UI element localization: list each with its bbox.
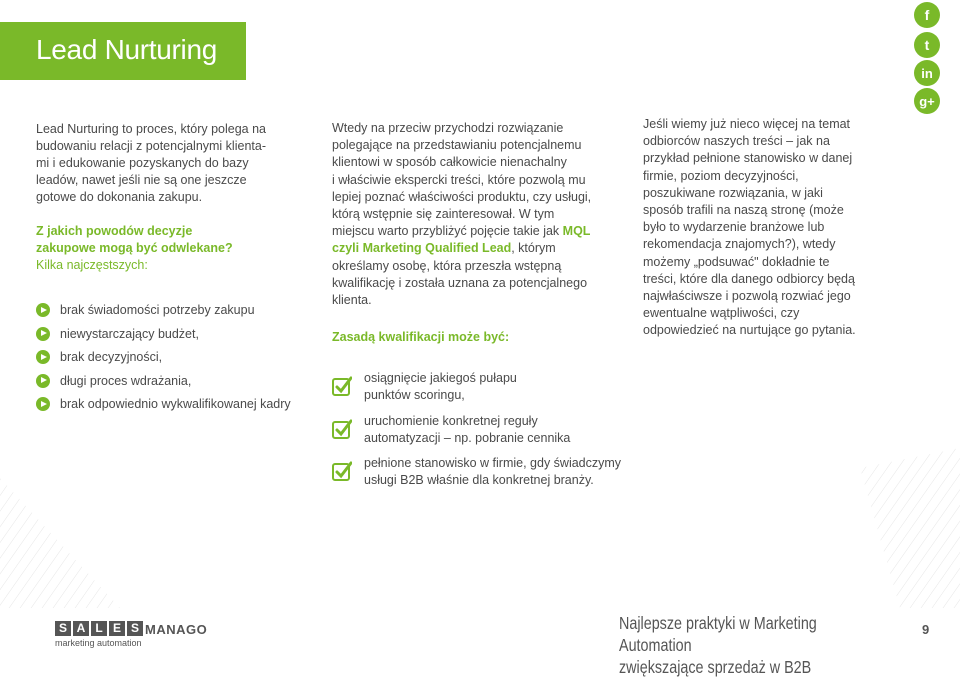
- mql-text: [332, 120, 602, 346]
- criteria-line: usługi B2B właśnie dla konkretnej branży.: [364, 473, 594, 488]
- qualification-heading: Zasadą kwalifikacji może być:: [332, 330, 510, 345]
- checkbox-check-icon: [332, 419, 352, 439]
- intro-line: budowaniu relacji z potencjalnymi klienta-: [36, 139, 266, 153]
- logo-letter: L: [91, 621, 107, 636]
- reasons-subheading: Kilka najczęstszych:: [36, 258, 148, 272]
- body-line: lepiej poznać właściwości produktu, czy usługi,: [332, 189, 592, 204]
- reasons-list: [36, 302, 291, 420]
- body-line: Jeśli wiemy już nieco więcej na temat: [643, 117, 851, 131]
- salesmanago-logo: [55, 621, 208, 648]
- logo-letters: [55, 621, 143, 636]
- logo-letter: A: [73, 621, 89, 636]
- body-line: najwłaściwsze i pozwolą rozwiać jego: [643, 289, 851, 304]
- twitter-icon[interactable]: t: [914, 32, 940, 58]
- play-bullet-icon: [36, 374, 50, 388]
- body-line: możemy „podsuwać" dokładnie te: [643, 254, 830, 269]
- logo-letter: S: [127, 621, 143, 636]
- criteria-line: pełnione stanowisko w firmie, gdy świadczymy: [364, 456, 622, 470]
- body-line: poszukiwane rozwiązania, w jaki: [643, 185, 823, 200]
- body-line: kwalifikację i została uznana za potencjalnego: [332, 275, 588, 290]
- logo-letter: S: [55, 621, 71, 636]
- criteria-line: punktów scoringu,: [364, 388, 465, 403]
- body-line: ewentualne wątpliwości, czy: [643, 306, 800, 321]
- mql-term: czyli: [332, 241, 360, 256]
- criteria-line: uruchomienie konkretnej reguły: [364, 414, 538, 428]
- logo-tagline: marketing automation: [55, 638, 142, 648]
- criteria-line: osiągnięcie jakiegoś pułapu: [364, 371, 517, 385]
- body-line: którą wstępnie się zainteresował. W tym: [332, 207, 555, 222]
- list-item-label: długi proces wdrażania,: [60, 373, 192, 388]
- list-item-label: brak odpowiednio wykwalifikowanej kadry: [60, 397, 291, 411]
- mql-term: MQL: [562, 224, 591, 239]
- list-item-label: brak świadomości potrzeby zakupu: [60, 303, 255, 317]
- body-text: miejscu warto przybliżyć pojęcie takie jak: [332, 224, 560, 239]
- page-title: Lead Nurturing: [36, 34, 218, 65]
- body-line: [332, 223, 602, 240]
- list-item: [36, 326, 291, 350]
- linkedin-icon[interactable]: in: [914, 60, 940, 86]
- facebook-icon[interactable]: f: [914, 2, 940, 28]
- footer-title-line: zwiększające sprzedaż w B2B: [619, 657, 812, 677]
- intro-text: [36, 121, 268, 274]
- logo-word: MANAGO: [145, 622, 208, 637]
- mql-term: Marketing Qualified Lead: [362, 241, 512, 256]
- logo-letter: E: [109, 621, 125, 636]
- play-bullet-icon: [36, 327, 50, 341]
- body-line: było to wydarzenie branżowe lub: [643, 220, 825, 235]
- play-bullet-icon: [36, 303, 50, 317]
- body-line: klienta.: [332, 293, 372, 308]
- play-bullet-icon: [36, 350, 50, 364]
- page-number: 9: [922, 622, 930, 637]
- list-item: [36, 349, 291, 373]
- personalization-text: [643, 116, 861, 340]
- question-heading: zakupowe mogą być odwlekane?: [36, 241, 233, 255]
- list-item: [36, 302, 291, 326]
- body-line: odbiorców naszych treści – jak na: [643, 134, 830, 149]
- list-item-label: brak decyzyjności,: [60, 350, 163, 364]
- body-line: [332, 240, 602, 257]
- body-line: odpowiedzieć na nurtujące go pytania.: [643, 323, 856, 338]
- decorative-hatch-pattern: [0, 448, 960, 608]
- body-line: Wtedy na przeciw przychodzi rozwiązanie: [332, 121, 564, 135]
- list-item: [36, 396, 291, 420]
- body-text: , którym: [511, 241, 556, 256]
- criteria-line: automatyzacji – np. pobranie cennika: [364, 431, 571, 446]
- footer-title-line: Najlepsze praktyki w Marketing Automation: [619, 613, 817, 655]
- body-line: klientowi w sposób całkowicie nienachalny: [332, 155, 567, 170]
- body-line: przykład pełnione stanowisko w danej: [643, 151, 853, 166]
- intro-line: leadów, nawet jeśli nie są one jeszcze: [36, 173, 247, 187]
- question-heading: Z jakich powodów decyzje: [36, 224, 193, 238]
- body-line: sposób trafili na naszą stronę (może: [643, 203, 844, 218]
- intro-line: Lead Nurturing to proces, który polega na: [36, 122, 266, 136]
- footer-title: [619, 612, 890, 678]
- checkbox-check-icon: [332, 376, 352, 396]
- body-line: treści, które dla danego odbiorcy będą: [643, 271, 855, 286]
- intro-line: mi i edukowanie pozyskanych do bazy: [36, 156, 249, 170]
- list-item-label: niewystarczający budżet,: [60, 326, 199, 341]
- list-item: [36, 373, 291, 397]
- body-line: polegające na przedstawianiu potencjalnemu: [332, 138, 582, 153]
- body-line: i właściwie ekspercki treści, które pozwolą mu: [332, 172, 586, 187]
- list-item: [332, 370, 622, 413]
- play-bullet-icon: [36, 397, 50, 411]
- body-line: firmie, poziom decyzyjności,: [643, 168, 799, 183]
- body-line: określamy osobę, która przeszła wstępną: [332, 258, 562, 273]
- body-line: rekomendacja znajomych?), wtedy: [643, 237, 836, 252]
- intro-line: gotowe do dokonania zakupu.: [36, 190, 203, 204]
- googleplus-icon[interactable]: g+: [914, 88, 940, 114]
